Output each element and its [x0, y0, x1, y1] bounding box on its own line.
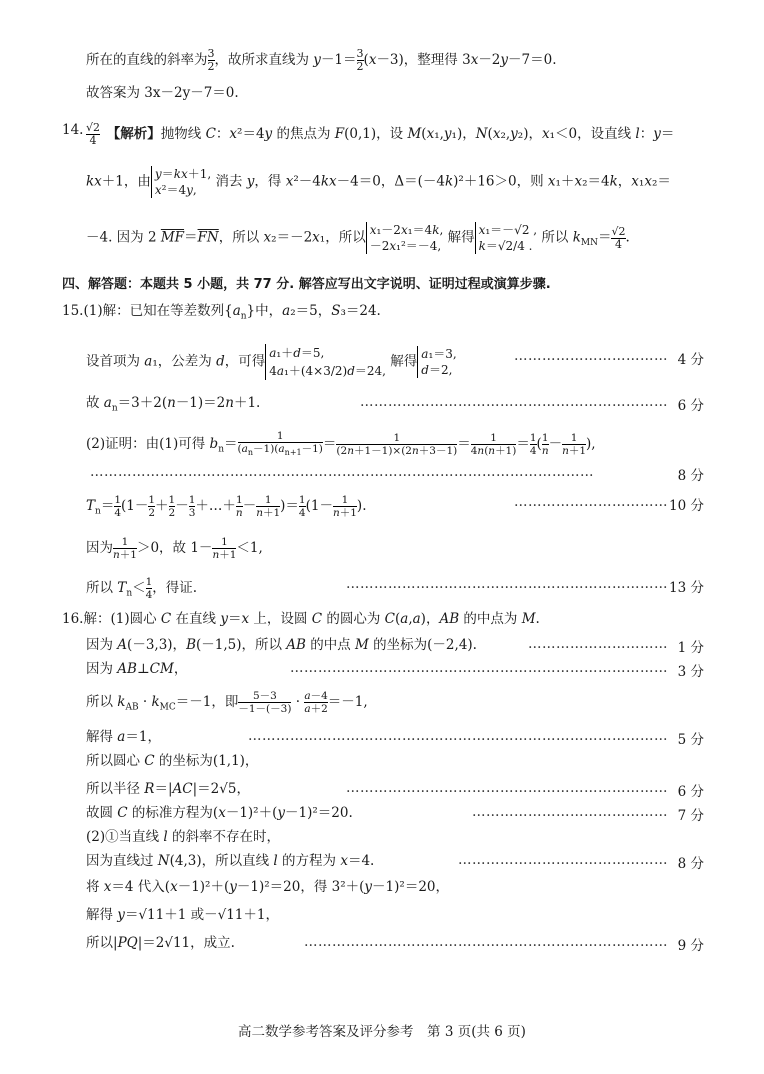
leader-dots: ………………………… [528, 636, 668, 652]
leader-dots: …………………………… [514, 348, 668, 364]
q16-line-11: 将 x＝4 代入(x－1)²＋(y－1)²＝20，得 3²＋(y－1)²＝20， [86, 879, 449, 895]
leader-dots: …………………………………………………………… [346, 780, 668, 796]
section-heading: 四、解答题：本题共 5 小题，共 77 分. 解答应写出文字说明、证明过程或演算步骤. [62, 277, 551, 292]
q15-line-1: 15.(1)解：已知在等差数列$\{a_n\}$中，a₂＝5，S₃＝24. [62, 303, 381, 322]
leader-dots: …………………………………… [472, 804, 668, 820]
score-5: 5 分 [677, 732, 704, 748]
score-8: 8 分 [677, 468, 704, 484]
q16-line-7: 所以半径 R＝|AC|＝2√5， [86, 781, 250, 797]
q16-line-2: 因为 A(－3,3)，B(－1,5)，所以 AB 的中点 M 的坐标为(－2,4). [86, 637, 477, 653]
score-4: 4 分 [677, 352, 704, 368]
q15-line-3: 故 $a_n=3+2(n-1)=2n+1$. [86, 395, 261, 414]
score-6: 6 分 [677, 398, 704, 414]
q14-line-3: －4. 因为 2 $\overline{MF}=\overline{FN}$，所以 x₂＝－2x₁，所以 x₁－2x₁＝4k, －2x₁²＝－4, 解得 x₁＝－√2 , k＝√2/4 . 所以 $k_{MN}=$ $\frac{√2}{4}$ . [86, 223, 630, 253]
leader-dots: ……………………………………………………………………………… [248, 728, 668, 744]
q15-line-7: 因为 $\frac{1}{n+1}$ ＞0，故 1－ $\frac{1}{n+1}$ ＜1, [86, 536, 263, 561]
q15-line-4: (2)证明：由(1)可得 $b_n=$ $\frac{1}{(a_n-1)(a_{n+1}-1)}$ ＝ $\frac{1}{(2n+1-1)\times(2n+3-1)}$ ＝ $\frac{1}{4n(n+1)}$ ＝ $\frac{1}{4}$ ( $\frac{1}{n}$ － $\frac{1}{n+1}$ ), [86, 430, 596, 458]
score-13: 13 分 [669, 580, 704, 596]
q14-number: 14. [62, 122, 84, 138]
q16-line-8: 故圆 C 的标准方程为(x－1)²＋(y－1)²＝20. [86, 805, 353, 821]
q16-line-4: 所以 $k_{AB} \cdot k_{MC}=-1$，即 $\frac{5-3}{-1-(-3)}$ · $\frac{a-4}{a+2}$ ＝－1, [86, 690, 368, 715]
score-6b: 6 分 [677, 784, 704, 800]
text-line-slope: 所在的直线的斜率为 $\frac{3}{2}$ ，故所求直线为 y－1＝ $\frac{3}{2}$ (x－3)，整理得 3x－2y－7＝0. [86, 47, 557, 73]
q16-line-12: 解得 y＝√11＋1 或－√11＋1， [86, 907, 279, 923]
leader-dots: ……………………………………… [458, 852, 668, 868]
q16-line-5: 解得 a＝1， [86, 729, 161, 745]
score-3: 3 分 [677, 664, 704, 680]
score-10: 10 分 [669, 498, 704, 514]
leader-dots: ……………………………………………………………………… [290, 660, 668, 676]
leader-dots: ……………………………………………………………………………………………… [90, 464, 594, 480]
leader-dots: …………………………… [514, 494, 668, 510]
q16-line-1: 16.解：(1)圆心 C 在直线 y＝x 上，设圆 C 的圆心为 C(a,a)，AB 的中点为 M. [62, 611, 540, 627]
q16-line-9: (2)①当直线 l 的斜率不存在时， [86, 829, 281, 845]
score-9: 9 分 [677, 938, 704, 954]
leader-dots: ………………………………………………………… [360, 394, 668, 410]
score-8b: 8 分 [677, 856, 704, 872]
score-1: 1 分 [677, 640, 704, 656]
leader-dots: …………………………………………………………… [346, 576, 668, 592]
q15-line-6: $T_n=$ $\frac{1}{4}$ (1－ $\frac{1}{2}$ ＋ $\frac{1}{2}$ － $\frac{1}{3}$ ＋…＋ $\frac{1}{n}$ － $\frac{1}{n+1}$ )＝ $\frac{1}{4}$ (1－ $\frac{1}{n+1}$ ). [86, 494, 367, 519]
q16-line-6: 所以圆心 C 的坐标为(1,1)， [86, 753, 259, 769]
text-line-answer: 故答案为 3x－2y－7＝0. [86, 85, 239, 101]
score-7: 7 分 [677, 808, 704, 824]
q16-line-10: 因为直线过 N(4,3)，所以直线 l 的方程为 x＝4. [86, 853, 375, 869]
q14-line-1: $\frac{√2}{4}$ 【解析】抛物线 C：x²＝4y 的焦点为 F(0,1)，设 M(x₁,y₁)，N(x₂,y₂)，x₁＜0，设直线 l：y＝ [86, 121, 675, 147]
q16-line-3: 因为 AB⊥CM， [86, 661, 188, 677]
leader-dots: …………………………………………………………………… [304, 934, 668, 950]
q15-line-8: 所以 $T_n<$ $\frac{1}{4}$ ，得证. [86, 576, 198, 601]
page-footer: 高二数学参考答案及评分参考 第 3 页(共 6 页) [238, 1024, 526, 1040]
q14-line-2: kx＋1，由 y＝kx＋1, x²＝4y, 消去 y，得 x²－4kx－4＝0，Δ＝(－4k)²＋16＞0，则 x₁＋x₂＝4k，x₁x₂＝ [86, 167, 671, 197]
q16-line-13: 所以|PQ|＝2√11，成立. [86, 935, 235, 951]
q15-line-2: 设首项为 a₁，公差为 d，可得 a₁＋d＝5, 4a₁＋(4×3/2)d＝24, 解得 a₁＝3, d＝2, [86, 346, 457, 378]
